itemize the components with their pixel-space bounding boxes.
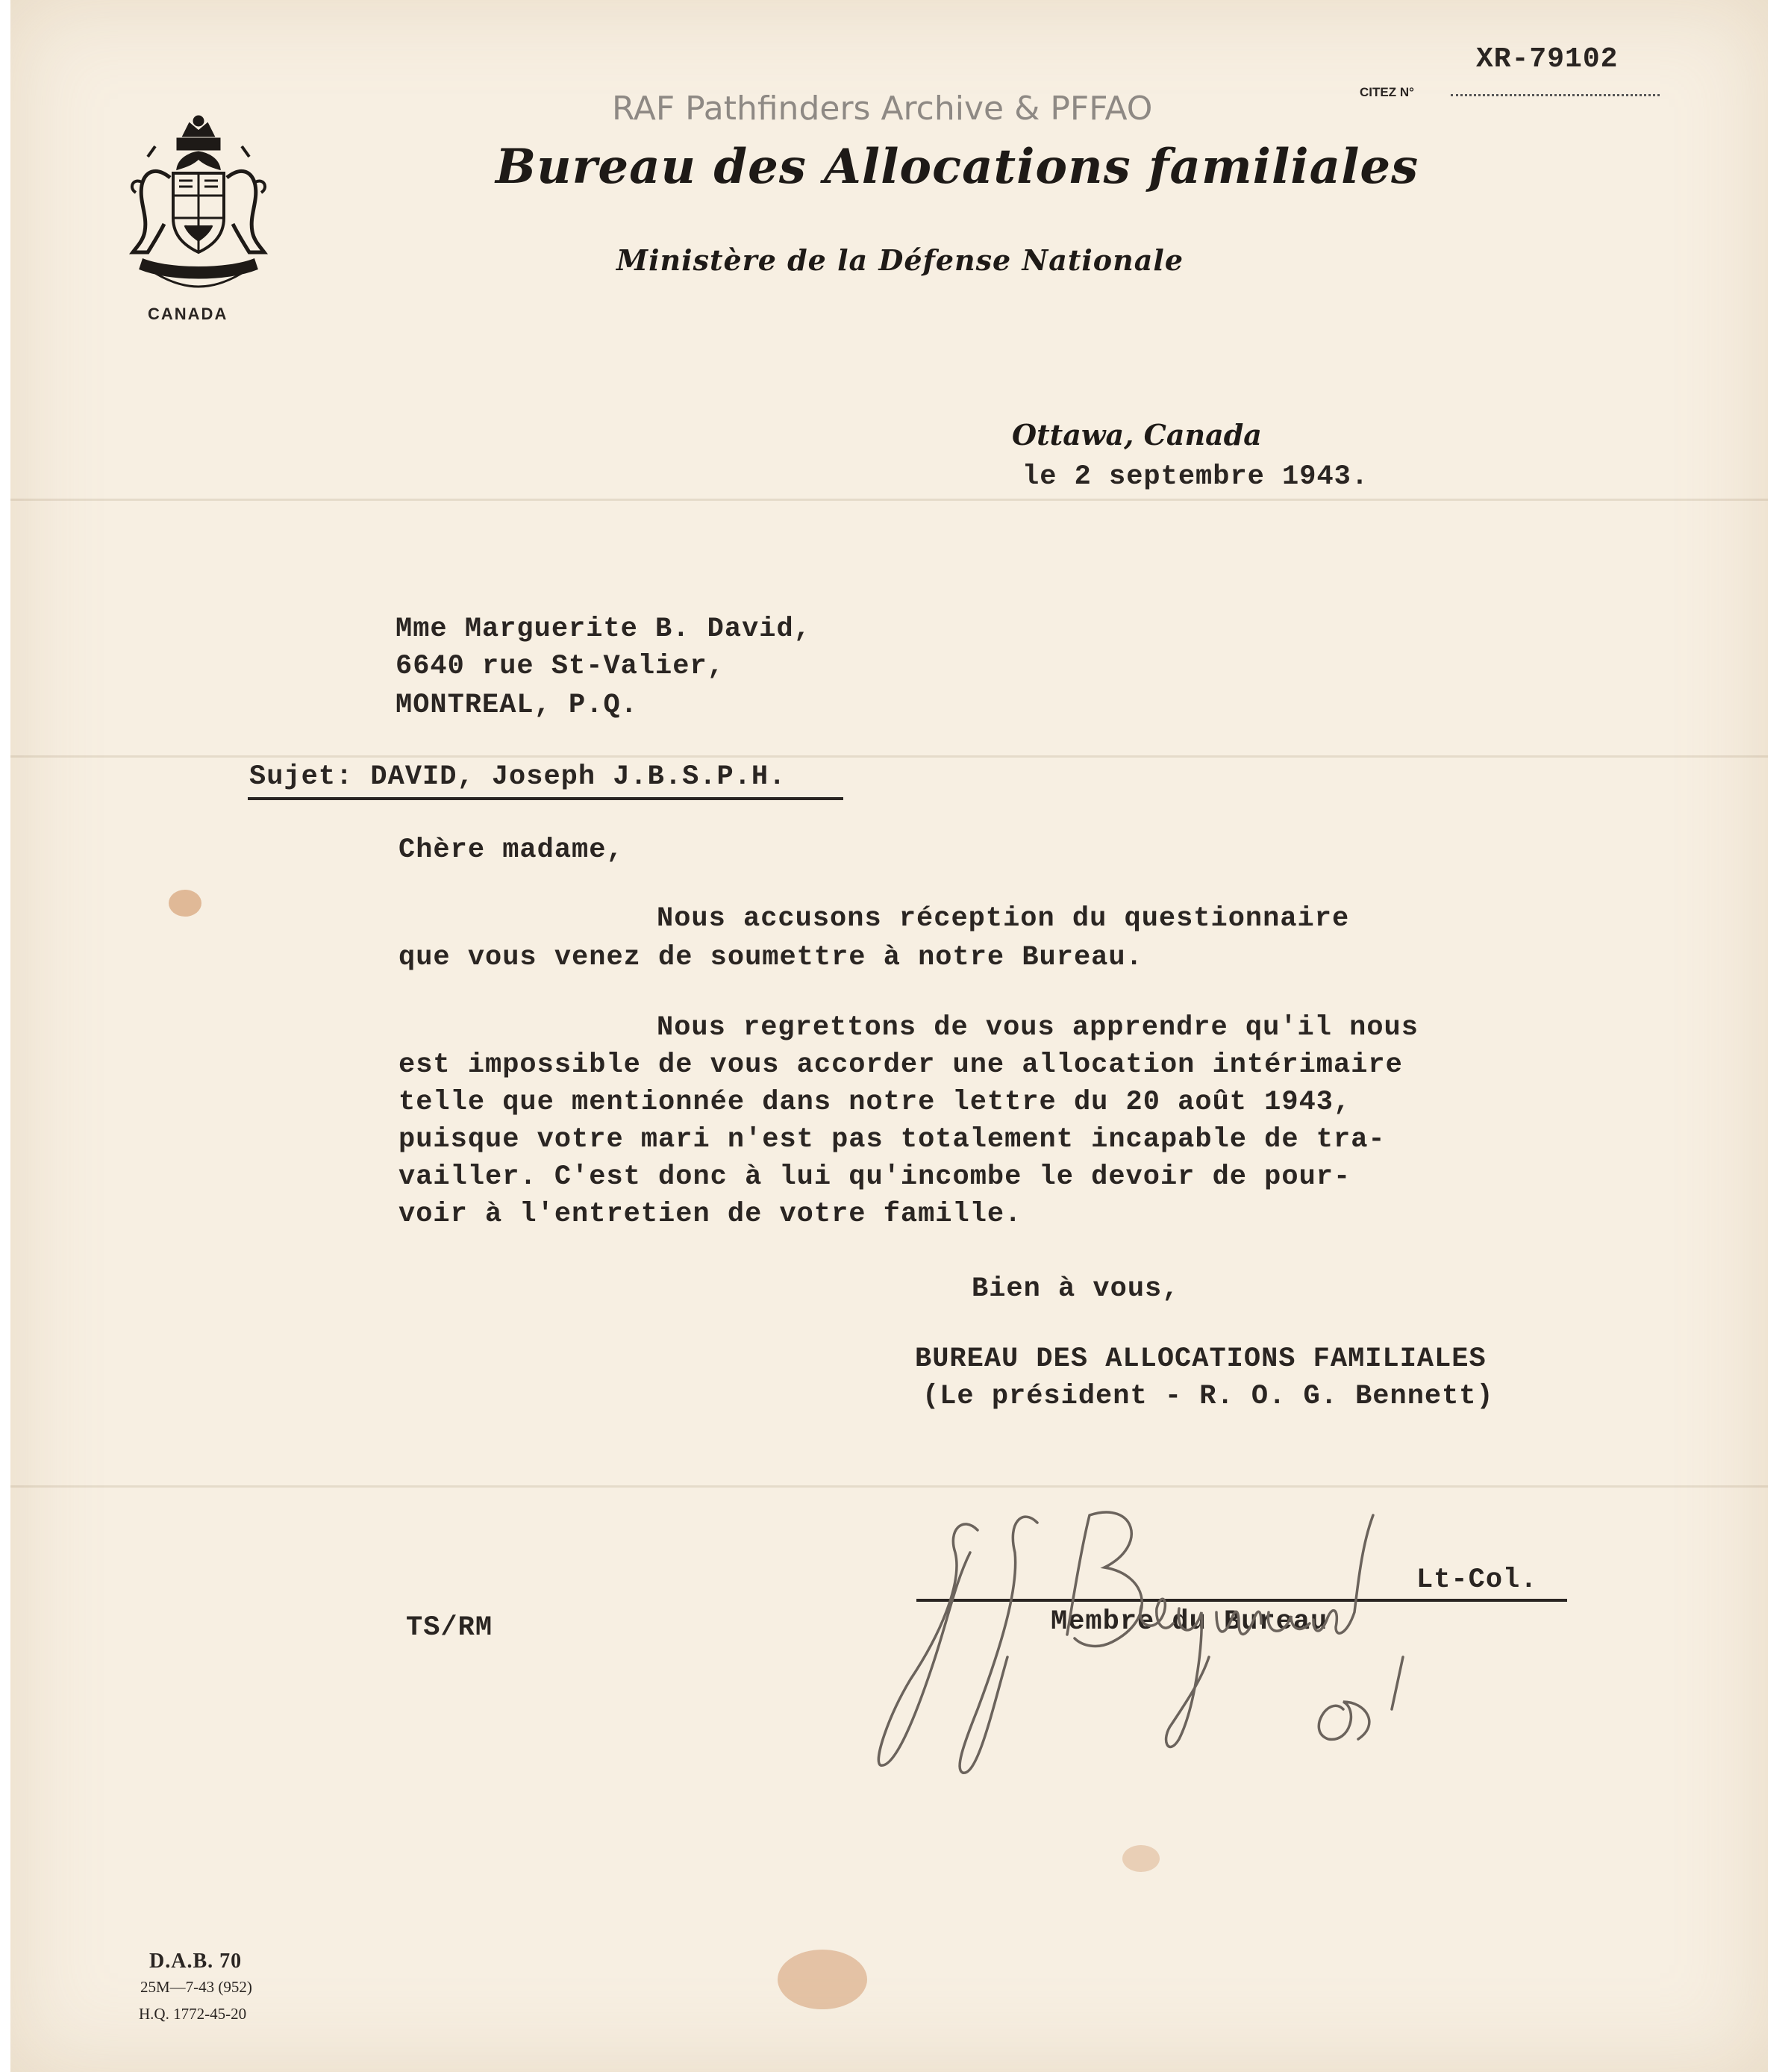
body-p2-line4: puisque votre mari n'est pas totalement incapable de tra-	[398, 1124, 1386, 1155]
body-p2-line6: voir à l'entretien de votre famille.	[398, 1199, 1022, 1230]
salutation: Chère madame,	[398, 834, 624, 866]
subject-line: Sujet: DAVID, Joseph J.B.S.P.H.	[249, 761, 787, 793]
handwritten-signature	[866, 1485, 1418, 1784]
closing-greeting: Bien à vous,	[972, 1273, 1180, 1305]
recipient-city: MONTREAL, P.Q.	[396, 690, 638, 721]
typist-initials: TS/RM	[406, 1612, 493, 1644]
stain	[1122, 1845, 1160, 1872]
watermark-text: RAF Pathfinders Archive & PFFAO	[612, 90, 1153, 128]
body-p2-line1: Nous regrettons de vous apprendre qu'il nous	[657, 1012, 1419, 1043]
signer-title: Membre du Bureau	[1051, 1606, 1328, 1638]
date-line: le 2 septembre 1943.	[1022, 461, 1369, 493]
closing-president: (Le président - R. O. G. Bennett)	[922, 1381, 1494, 1412]
stain	[778, 1950, 867, 2009]
place-line: Ottawa, Canada	[1012, 418, 1262, 452]
body-p2-line5: vailler. C'est donc à lui qu'incombe le devoir de pour-	[398, 1161, 1351, 1193]
reference-dotted-line	[1451, 94, 1660, 96]
subject-underline	[248, 797, 843, 800]
country-label: CANADA	[148, 305, 228, 323]
fold-line	[10, 755, 1768, 758]
stain	[169, 890, 201, 917]
reference-number: XR-79102	[1476, 43, 1619, 75]
letterhead-title: Bureau des Allocations familiales	[496, 139, 1419, 195]
recipient-street: 6640 rue St-Valier,	[396, 651, 725, 682]
body-p1-line1: Nous accusons réception du questionnaire	[657, 903, 1350, 934]
form-print-line: 25M—7-43 (952)	[140, 1978, 252, 1996]
signer-rank: Lt-Col.	[1416, 1564, 1538, 1596]
form-hq-line: H.Q. 1772-45-20	[139, 2005, 247, 2023]
body-p2-line3: telle que mentionnée dans notre lettre du 20 août 1943,	[398, 1087, 1351, 1118]
canada-coat-of-arms-icon	[125, 113, 272, 290]
fold-line	[10, 499, 1768, 501]
form-id: D.A.B. 70	[149, 1950, 243, 1973]
recipient-name: Mme Marguerite B. David,	[396, 614, 811, 645]
body-p2-line2: est impossible de vous accorder une allocation intérimaire	[398, 1049, 1403, 1081]
closing-org: BUREAU DES ALLOCATIONS FAMILIALES	[915, 1344, 1487, 1375]
body-p1-line2: que vous venez de soumettre à notre Bureau.	[398, 942, 1143, 973]
ministry-name: Ministère de la Défense Nationale	[616, 243, 1184, 277]
reference-label: CITEZ N°	[1360, 85, 1414, 99]
